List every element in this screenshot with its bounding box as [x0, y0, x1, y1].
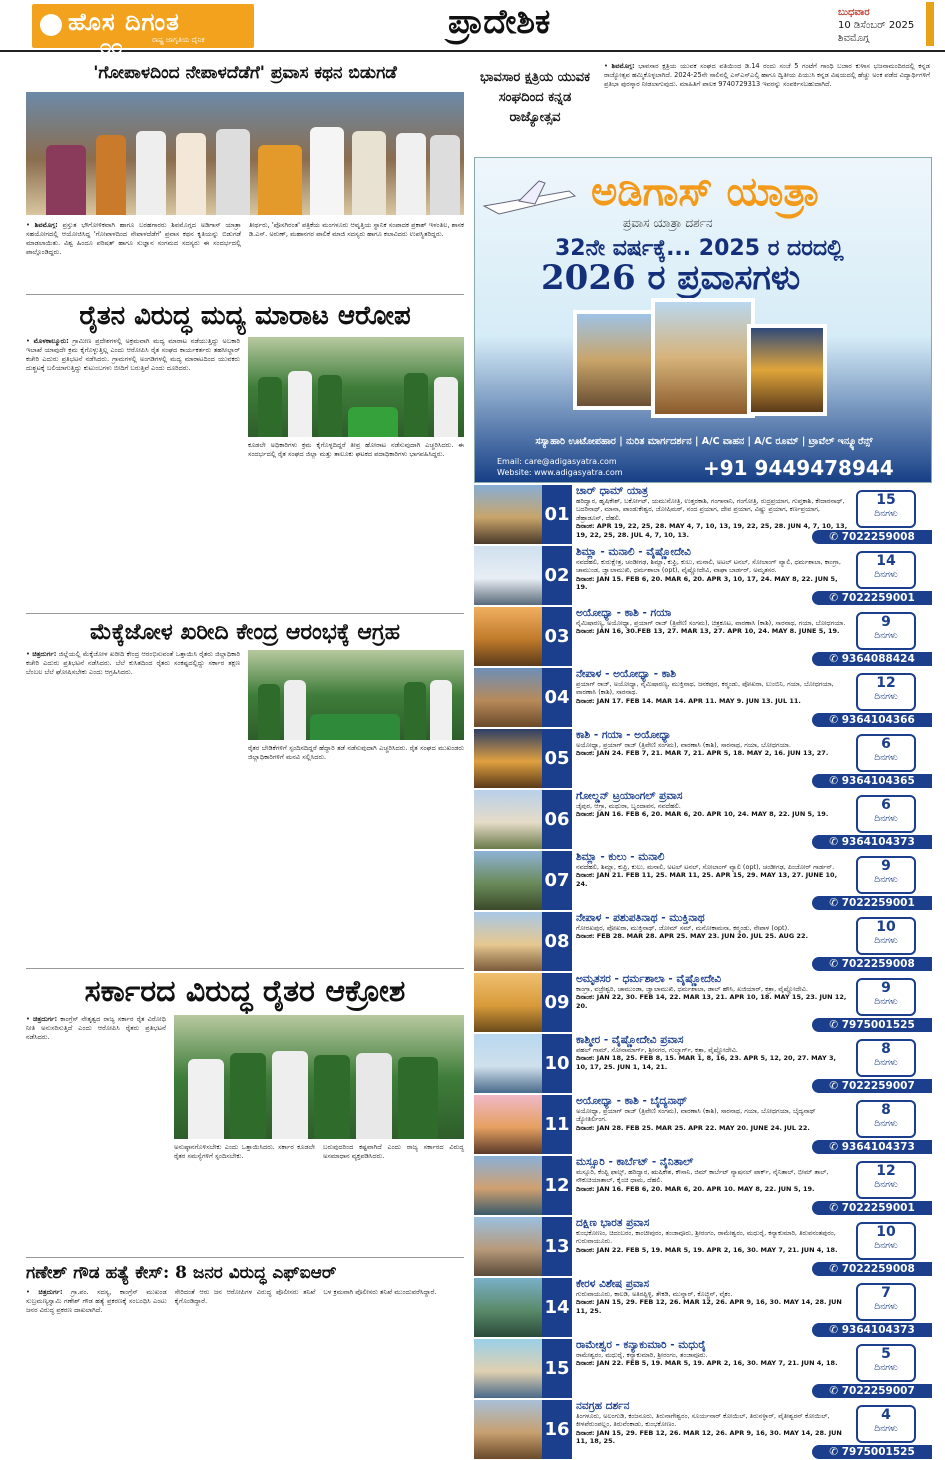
- article-text: • ಮೊಳಕಾಲ್ಮೂರು: ಗ್ರಾಮೀಣ ಪ್ರದೇಶಗಳಲ್ಲಿ ಅಕ್ರಮವಾಗಿ ಮದ್ಯ ಮಾರಾಟ ನಡೆಯುತ್ತಿದ್ದು ಅಬಕಾರಿ ಇಲಾಖೆ ಯಾವುದೇ ಕ್ರಮ ಕೈಗೊಳ್ಳುತ್ತಿಲ್ಲ ಎಂದು ಆರೋಪಿಸಿ ರೈತ ಸಂಘದ ಕಾರ್ಯಕರ್ತರು ತಹಸೀಲ್ದಾರ್ ಕಚೇರಿ ಎದುರು ಪ್ರತಿಭಟನೆ ನಡೆಸಿದರು. ಗ್ರಾಮಗಳಲ್ಲಿ ಅಂಗಡಿಗಳಲ್ಲಿ ಮದ್ಯ ಮಾರಾಟದಿಂದ ಯುವಕರು ದುಶ್ಚಟಕ್ಕೆ ಬಲಿಯಾಗುತ್ತಿದ್ದು ಕುಟುಂಬಗಳು ಬೀದಿಗೆ ಬರುತ್ತಿವೆ ಎಂದು ದೂರಿದರು.: [26, 337, 240, 373]
- tour-photo: [474, 668, 542, 727]
- article-liquor-sale: [26, 299, 464, 609]
- tour-row[interactable]: [474, 850, 932, 911]
- tour-days-unit: ದಿನಗಳು: [874, 1058, 898, 1068]
- tour-photo: [474, 1034, 542, 1093]
- tour-days-badge: [856, 734, 916, 772]
- tour-number: 01: [542, 485, 572, 544]
- tour-row[interactable]: [474, 545, 932, 606]
- tour-places: ಅಯೋಧ್ಯಾ, ಪ್ರಯಾಗ್ ರಾಜ್ (ತ್ರಿವೇಣಿ ಸಂಗಮ), ವಾರಣಾಸಿ (ಕಾಶಿ), ಸಾರನಾಥ, ಗಯಾ, ಬೋಧಗಯಾ, ಬೈದ್ಯನಾಥ್ ಜ್ಯೋತಿರ್ಲಿಂಗ.: [576, 1107, 816, 1124]
- page-number: ೧೧: [100, 34, 123, 58]
- tour-title: ಗೋಲ್ಡನ್ ಟ್ರಯಾಂಗಲ್ ಪ್ರವಾಸ: [576, 790, 683, 802]
- tour-dates: ದಿನಾಂಕ: JAN 16, 30.FEB 13, 27. MAR 13, 27. APR 10, 24. MAY 8. JUNE 5, 19.: [576, 627, 840, 636]
- tour-places: ಮಸ್ಸೂರಿ, ಕೆಂಪ್ಟಿ ಫಾಲ್ಸ್, ಹರಿದ್ವಾರ, ಋಷಿಕೇಶ, ಕೌಸಾನಿ, ಜಿಮ್ ಕಾರ್ಬೆಟ್ ನ್ಯಾಷನಲ್ ಪಾರ್ಕ್, ನೈನಿತಾಲ್, ಭೀಮ್ ತಾಲ್, ನೌಕುಚಿಯಾತಾಲ್, ಕೈಂಚಿ ಧಾಮ, ದೆಹಲಿ.: [576, 1168, 829, 1185]
- advertisement-adigas-yatra[interactable]: [474, 157, 932, 483]
- tour-photo: [474, 1156, 542, 1215]
- tour-photo: [474, 729, 542, 788]
- article-text: ತೀರ್ಥರು, 'ಪೊಸಗಿರಂತ' ಪತ್ರಿಕೆಯ ಮಂಗಳೂರು ಆವೃತ್ತಿಯ ಸ್ಥಾನಿಕ ಸಂಪಾದಕ ಪ್ರಕಾಶ್ ಇಳಂತಿಲ, ಶಾಸಕ ಡಿ.ಎಸ್. ಅರುಣ್, ಮಹಾನಗರ ಪಾಲಿಕೆ ಮಾಜಿ ಸದಸ್ಯರು ಹಾಗೂ ಕಲಾವಿದರು ಉಪಸ್ಥಿತರಿದ್ದರು.: [249, 221, 464, 239]
- tour-number: 03: [542, 607, 572, 666]
- tour-dates: ದಿನಾಂಕ: JAN 21. FEB 11, 25. MAR 11, 25. APR 15, 29. MAY 13, 27. JUNE 10, 24.: [576, 871, 838, 888]
- tour-dates: ದಿನಾಂಕ: JAN 15, 29. FEB 12, 26. MAR 12, 26. APR 9, 16, 30. MAY 14, 28. JUN 11, 25.: [576, 1298, 842, 1315]
- tour-title: ಅಮೃತಸರ - ಧರ್ಮಶಾಲಾ - ವೈಷ್ಣೋದೇವಿ: [576, 973, 722, 985]
- tour-photo: [474, 912, 542, 971]
- tour-days-unit: ದಿನಗಳು: [874, 936, 898, 946]
- ad-temple-photo: [651, 298, 755, 418]
- tour-days-count: 9: [881, 980, 891, 996]
- ad-headline: 2026 ರ ಪ್ರವಾಸಗಳು: [541, 258, 801, 298]
- tour-row[interactable]: [474, 789, 932, 850]
- tour-number: 04: [542, 668, 572, 727]
- tour-places: ನವದೆಹಲಿ, ಶಿಮ್ಲಾ, ಕುಫ್ರಿ, ಕುಲು, ಮನಾಲಿ, ಅಟಲ್ ಟನಲ್, ಸೋಲಾಂಗ್ ವ್ಯಾಲಿ (opt), ಚಂಡೀಗಢ, ಪಿಂಜೋರ್ ಗಾರ್ಡನ್.: [576, 863, 835, 871]
- tour-days-count: 10: [876, 919, 896, 935]
- tour-row[interactable]: [474, 1094, 932, 1155]
- masthead: [0, 0, 945, 58]
- phone-icon: ✆: [829, 775, 842, 787]
- tour-phone[interactable]: ✆ 7022259001: [812, 896, 932, 910]
- logo-emblem-icon: [40, 14, 62, 36]
- tour-days-count: 12: [876, 1163, 896, 1179]
- article-headline[interactable]: ರೈತನ ವಿರುದ್ಧ ಮದ್ಯ ಮಾರಾಟ ಆರೋಪ: [79, 301, 411, 331]
- tour-places: ಹರಿದ್ವಾರ, ಹೃಷಿಕೇಶ್, ಬರ್ಕೋಟ್, ಯಮುನೋತ್ರಿ, ಉತ್ತರಕಾಶಿ, ಗಂಗಾನಾನಿ, ಗಂಗೋತ್ರಿ, ರುದ್ರಪ್ರಯಾಗ, ಗುಪ್ತಕಾಶಿ, ಕೇದಾರನಾಥ್, ಬದರಿನಾಥ್, ಮಾನಾ, ಪಾಂಡುಕೇಶ್ವರ, ಜೋಷಿಮಠ್, ನಂದ ಪ್ರಯಾಗ, ದೇವ ಪ್ರಯಾಗ, ವಿಷ್ಣು ಪ್ರಯಾಗ, ಕರ್ಣಪ್ರಯಾಗ, ಡೆಹ್ರಾಡೂನ್, ದೆಹಲಿ.: [576, 497, 845, 522]
- tour-dates: ದಿನಾಂಕ: APR 19, 22, 25, 28. MAY 4, 7, 10, 13, 19, 22, 25, 28. JUN 4, 7, 10, 13, 19, 22, 25, 28. JUL 4, 7, 10, 13.: [576, 522, 848, 539]
- tour-places: ನೈಮಿಷಾರಣ್ಯ, ಅಯೋಧ್ಯಾ, ಪ್ರಯಾಗ್ ರಾಜ್ (ತ್ರಿವೇಣಿ ಸಂಗಮ), ಚಿತ್ರಕೂಟ, ವಾರಣಾಸಿ (ಕಾಶಿ), ಸಾರನಾಥ, ಗಯಾ, ಬೋಧಗಯಾ.: [576, 619, 846, 627]
- phone-icon: ✆: [829, 531, 842, 543]
- tour-days-count: 5: [881, 1346, 891, 1362]
- logo-text: ಹೊಸ ದಿಗಂತ: [68, 8, 180, 36]
- tour-number: 02: [542, 546, 572, 605]
- tour-phone[interactable]: ✆ 7022259007: [812, 1079, 932, 1093]
- ad-contact: [497, 456, 623, 478]
- article-headline[interactable]: ಸರ್ಕಾರದ ವಿರುದ್ಧ ರೈತರ ಆಕ್ರೋಶ: [84, 974, 406, 1009]
- tour-row[interactable]: [474, 606, 932, 667]
- article-headline[interactable]: ಮೆಕ್ಕೆಜೋಳ ಖರೀದಿ ಕೇಂದ್ರ ಆರಂಭಕ್ಕೆ ಆಗ್ರಹ: [90, 619, 400, 645]
- right-column: [474, 62, 932, 152]
- tour-row[interactable]: [474, 911, 932, 972]
- article-text: ಸೇರಿದಂತೆ ಆರು ಜನ ಆರೋಪಿಗಳ ವಿರುದ್ಧ ಪೊಲೀಸರು ತನಿಖೆ ಕೈಗೊಂಡಿದ್ದಾರೆ.: [174, 1288, 316, 1306]
- article-headline[interactable]: 'ಗೋಪಾಳದಿಂದ ನೇಪಾಳದೆಡೆಗೆ' ಪ್ರವಾಸ ಕಥನ ಬಿಡುಗಡೆ: [93, 63, 397, 83]
- tour-photo: [474, 1095, 542, 1154]
- airplane-icon: [479, 176, 579, 226]
- tour-places: ಕಾಂಗ್ರಾ, ವಜ್ರೇಶ್ವರಿ, ಚಾಮುಂಡಾ, ಜ್ವಾಲಾಮುಖಿ, ಧರ್ಮಶಾಲಾ, ಡಾಲ್ ಹೌಸಿ, ಖಜಿಯಾರ್, ಕತ್ರಾ, ವೈಷ್ಣೋದೇವಿ.: [576, 985, 808, 993]
- tour-title: ಶಿಮ್ಲಾ - ಮನಾಲಿ - ವೈಷ್ಣೋದೇವಿ: [576, 546, 691, 558]
- phone-icon: ✆: [829, 897, 842, 909]
- tour-number: 15: [542, 1339, 572, 1398]
- tour-phone[interactable]: ✆ 9364088424: [812, 652, 932, 666]
- phone-icon: ✆: [829, 1263, 842, 1275]
- tour-places: ತಿಂಗಳೂರು, ಅಲಂಗುಡಿ, ಕಂಜನೂರು, ತಿರುನಾಗೇಶ್ವರಂ, ಸೂರ್ಯನಾರ್ ಕೋಯಿಲ್, ತಿರುನಳ್ಳಾರ್, ವೈತೀಶ್ವರನ್ ಕೋಯಿಲ್, ಕೀಳಪೆರುಂಪಲ್ಲಂ, ತಿರುವೆಂಕಾಡು, ಕುಂಭಕೋಣಂ.: [576, 1412, 830, 1429]
- tour-days-badge: [856, 1100, 916, 1138]
- tour-row[interactable]: [474, 728, 932, 789]
- tour-days-badge: [856, 856, 916, 894]
- tour-dates: ದಿನಾಂಕ: JAN 22. FEB 5, 19. MAR 5, 19. APR 2, 16, 30. MAY 7, 21. JUN 4, 18.: [576, 1359, 838, 1368]
- tour-days-count: 9: [881, 614, 891, 630]
- tour-photo: [474, 1339, 542, 1398]
- tour-phone[interactable]: ✆ 7975001525: [812, 1445, 932, 1459]
- tour-places: ಗೋರಖಪುರ, ಪೋಖರಾ, ಮುಕ್ತಿನಾಥ್, ಜೋಮ್ ಸಮ್, ಮನೋಕಾಮನಾ, ಕಠ್ಮಂಡು, ನೇಪಾಳ (opt).: [576, 924, 790, 932]
- edition-text: ಶಿವಮೊಗ್ಗ: [838, 33, 870, 44]
- tour-row[interactable]: [474, 1277, 932, 1338]
- ad-email[interactable]: Email: care@adigasyatra.com: [497, 457, 617, 466]
- tour-title: ಅಯೋಧ್ಯಾ - ಕಾಶಿ - ಗಯಾ: [576, 607, 672, 619]
- ad-services: ಪ್ರವಾಸ ಯಾತ್ರಾ ದರ್ಶನ: [623, 216, 713, 230]
- tour-title: ನೇಪಾಳ - ಅಯೋಧ್ಯಾ - ಕಾಶಿ: [576, 668, 676, 680]
- phone-icon: ✆: [829, 836, 842, 848]
- tour-phone[interactable]: ✆ 7022259008: [812, 530, 932, 544]
- tour-photo: [474, 1278, 542, 1337]
- tour-days-unit: ದಿನಗಳು: [874, 570, 898, 580]
- article-headline[interactable]: ಗಣೇಶ್ ಗೌಡ ಹತ್ಯೆ ಕೇಸ್: 8 ಜನರ ವಿರುದ್ಧ ಎಫ್ಐಆರ್: [26, 1263, 337, 1283]
- tour-days-unit: ದಿನಗಳು: [874, 1180, 898, 1190]
- article-photo: [26, 92, 464, 215]
- tour-dates: ದಿನಾಂಕ: JAN 15. FEB 6, 20. MAR 6, 20. APR 3, 10, 17, 24. MAY 8, 22. JUN 5, 19.: [576, 574, 838, 592]
- tour-dates: ದಿನಾಂಕ: JAN 28. FEB 25. MAR 25. APR 22. MAY 20. JUNE 24. JUL 22.: [576, 1123, 810, 1132]
- article-murder-case: [26, 1262, 464, 1315]
- tour-number: 14: [542, 1278, 572, 1337]
- tour-phone[interactable]: ✆ 9364104373: [812, 835, 932, 849]
- article-text: ಬರುವುದರಿಂದ ಕಷ್ಟವಾಗಿದೆ ಎಂದು ರಾಜ್ಯ ಸರ್ಕಾರದ ವಿರುದ್ಧ ಅಸಮಾಧಾನ ವ್ಯಕ್ತಪಡಿಸಿದರು.: [323, 1143, 464, 1161]
- tour-row[interactable]: [474, 1399, 932, 1460]
- tour-days-count: 12: [876, 675, 896, 691]
- ad-temple-photo: [573, 310, 659, 410]
- phone-icon: ✆: [829, 1446, 842, 1458]
- tour-photo: [474, 607, 542, 666]
- tour-days-unit: ದಿನಗಳು: [874, 509, 898, 519]
- phone-icon: ✆: [829, 1324, 842, 1336]
- article-text: ಬಳ ಕ್ರಮವಾಗಿ ಪೊಲೀಸರು ತನಿಖೆ ಮುಂದುವರೆಸಿದ್ದಾರೆ.: [323, 1288, 437, 1296]
- tour-phone[interactable]: ✆ 9364104373: [812, 1140, 932, 1154]
- tour-title: ನೇಪಾಳ - ಪಶುಪತಿನಾಥ - ಮುಕ್ತಿನಾಥ: [576, 912, 705, 924]
- tour-list: [474, 484, 932, 1460]
- tour-photo: [474, 973, 542, 1032]
- tour-days-count: 14: [876, 553, 896, 569]
- tour-row[interactable]: [474, 1338, 932, 1399]
- tour-phone[interactable]: ✆ 9364104366: [812, 713, 932, 727]
- section-title: ಪ್ರಾದೇಶಿಕ: [448, 2, 551, 42]
- date-day: ಬುಧವಾರ: [838, 7, 870, 18]
- date-text: 10 ಡಿಸೆಂಬರ್ 2025: [838, 20, 915, 31]
- tour-days-badge: [856, 978, 916, 1016]
- tour-days-badge: [856, 490, 916, 528]
- article-photo: [248, 337, 464, 437]
- tour-days-unit: ದಿನಗಳು: [874, 1363, 898, 1373]
- tour-days-badge: [856, 1405, 916, 1443]
- tour-phone[interactable]: ✆ 9364104365: [812, 774, 932, 788]
- tour-days-unit: ದಿನಗಳು: [874, 1424, 898, 1434]
- tour-days-badge: [856, 551, 916, 589]
- tour-photo: [474, 546, 542, 605]
- tour-row[interactable]: [474, 484, 932, 545]
- tour-title: ಚಾರ್ ಧಾಮ್ ಯಾತ್ರ: [576, 485, 648, 497]
- tour-places: ಪಹಲ್ ಗಾಮ್, ಸೋನಾಮಾರ್ಗ್, ಶ್ರೀನಗರ, ಗುಲ್ಮಾರ್ಗ್, ಕತ್ರಾ, ವೈಷ್ಣೋದೇವಿ.: [576, 1046, 738, 1054]
- ad-website[interactable]: Website: www.adigasyatra.com: [497, 468, 623, 477]
- phone-icon: ✆: [829, 714, 842, 726]
- tour-dates: ದಿನಾಂಕ: JAN 24. FEB 7, 21. MAR 7, 21. APR 5, 18. MAY 2, 16. JUN 13, 27.: [576, 749, 829, 758]
- article-farmers-protest: [26, 973, 464, 1253]
- tour-days-count: 8: [881, 1102, 891, 1118]
- tour-days-unit: ದಿನಗಳು: [874, 692, 898, 702]
- article-rajyotsava: [474, 62, 932, 152]
- tour-days-unit: ದಿನಗಳು: [874, 814, 898, 824]
- tour-places: ನವದೆಹಲಿ, ಕುರುಕ್ಷೇತ್ರ, ಚಂಡೀಗಢ, ಶಿಮ್ಲಾ, ಕುಫ್ರಿ, ಕುಲು, ಮನಾಲಿ, ಅಟಲ್ ಟನಲ್, ಸೋಲಾಂಗ್ ವ್ಯಾಲಿ, ಧರ್ಮಶಾಲಾ, ಕಾಂಗ್ರಾ, ಚಾಮುಂಡ, ಜ್ವಾಲಾಮುಖಿ, ಧರ್ಮಶಾಲಾ (opt), ವೈಷ್ಣೋದೇವಿ, ವಾಘಾ ಬಾರ್ಡರ್, ಅಮೃತಸರ.: [576, 558, 841, 575]
- tour-places: ಪ್ರಯಾಗ್ ರಾಜ್, ಅಯೋಧ್ಯಾ, ನೈಮಿಷಾರಣ್ಯ, ಮುಕ್ತಿನಾಥ, ಜನಕಪುರ, ಕಠ್ಮಂಡು, ಪೋಖರಾ, ಲುಂಬಿನಿ, ಗಯಾ, ಬೋಧಗಯಾ, ವಾರಣಾಸಿ (ಕಾಶಿ), ಸಾರನಾಥ.: [576, 680, 834, 697]
- tour-places: ಜೈಪುರ, ಆಗ್ರಾ, ಮಥುರಾ, ಬೃಂದಾವನ, ನವದೆಹಲಿ.: [576, 802, 681, 810]
- article-headline[interactable]: ಭಾವಸಾರ ಕ್ಷತ್ರಿಯ ಯುವಕ ಸಂಘದಿಂದ ಕನ್ನಡ ರಾಜ್ಯೋತ್ಸವ: [480, 70, 590, 125]
- tour-days-unit: ದಿನಗಳು: [874, 1241, 898, 1251]
- article-text: • ಚಿತ್ರದುರ್ಗ: ಗ್ರಾ.ಪಂ. ಸದಸ್ಯ, ಕಾಂಗ್ರೆಸ್ ಮುಖಂಡ ಸುಬ್ರಮಣ್ಯಸ್ವಾಮಿ ಗಣೇಶ್ ಗೌಡ ಹತ್ಯೆ ಪ್ರಕರಣಕ್ಕೆ ಸಂಬಂಧಿಸಿ ಎಂಟು ಜನರ ವಿರುದ್ಧ ಪ್ರಕರಣ ದಾಖಲಾಗಿದೆ.: [26, 1288, 167, 1315]
- tour-title: ಕೇರಳ ವಿಶೇಷ ಪ್ರವಾಸ: [576, 1278, 650, 1290]
- tour-days-badge: [856, 673, 916, 711]
- ad-amenities: ಸಸ್ಯಾಹಾರಿ ಊಟೋಪಹಾರ | ನುರಿತ ಮಾರ್ಗದರ್ಶನ | A/C ವಾಹನ | A/C ರೂಮ್ | ಟ್ರಾವೆಲ್ ಇನ್ಶ್ಯೂರೆನ್ಸ್: [535, 436, 873, 447]
- tour-row[interactable]: [474, 667, 932, 728]
- tour-dates: ದಿನಾಂಕ: JAN 22. FEB 5, 19. MAR 5, 19. APR 2, 16, 30. MAY 7, 21. JUN 4, 18.: [576, 1245, 838, 1254]
- tour-places: ಅಯೋಧ್ಯಾ, ಪ್ರಯಾಗ್ ರಾಜ್ (ತ್ರಿವೇಣಿ ಸಂಗಮ), ವಾರಣಾಸಿ (ಕಾಶಿ), ಸಾರನಾಥ, ಗಯಾ, ಬೋಧಗಯಾ.: [576, 741, 791, 749]
- tour-photo: [474, 790, 542, 849]
- tour-days-unit: ದಿನಗಳು: [874, 631, 898, 641]
- tour-phone[interactable]: ✆ 9364104373: [812, 1323, 932, 1337]
- tour-dates: ದಿನಾಂಕ: JAN 15, 29. FEB 12, 26. MAR 12, 26. APR 9, 16, 30. MAY 14, 28. JUN 11, 18, 25.: [576, 1428, 842, 1446]
- tour-phone[interactable]: ✆ 7022259001: [812, 591, 932, 605]
- article-text: • ಚಿತ್ರದುರ್ಗ: ಜಿಲ್ಲೆಯಲ್ಲಿ ಮೆಕ್ಕೆಜೋಳ ಖರೀದಿ ಕೇಂದ್ರ ಆರಂಭಿಸುವಂತೆ ಒತ್ತಾಯಿಸಿ ರೈತರು ಜಿಲ್ಲಾಧಿಕಾರಿ ಕಚೇರಿ ಎದುರು ಪ್ರತಿಭಟನೆ ನಡೆಸಿದರು. ಬೆಲೆ ಕುಸಿತದಿಂದ ರೈತರು ಸಂಕಷ್ಟದಲ್ಲಿದ್ದು ಸರ್ಕಾರ ತಕ್ಷಣ ಬೆಂಬಲ ಬೆಲೆ ಘೋಷಿಸಬೇಕು ಎಂದು ಆಗ್ರಹಿಸಿದರು.: [26, 650, 240, 677]
- tour-days-count: 6: [881, 736, 891, 752]
- tour-dates: ದಿನಾಂಕ: FEB 28. MAR 28. APR 25. MAY 23. JUN 20. JUL 25. AUG 22.: [576, 932, 808, 941]
- article-book-release: [26, 62, 464, 290]
- ad-phone[interactable]: +91 9449478944: [703, 456, 894, 480]
- tour-days-badge: [856, 1161, 916, 1199]
- tour-number: 16: [542, 1400, 572, 1459]
- tour-phone[interactable]: ✆ 7975001525: [812, 1018, 932, 1032]
- article-text: • ಚಿತ್ರದುರ್ಗ: ಕಾಂಗ್ರೆಸ್ ನೇತೃತ್ವದ ರಾಜ್ಯ ಸರ್ಕಾರ ರೈತ ವಿರೋಧಿ ನೀತಿ ಅನುಸರಿಸುತ್ತಿದೆ ಎಂದು ಆರೋಪಿಸಿ ರೈತರು ಪ್ರತಿಭಟನೆ ನಡೆಸಿದರು.: [26, 1015, 166, 1042]
- tour-title: ಮಸ್ಸೂರಿ - ಕಾರ್ಬೆಟ್ - ನೈನಿತಾಲ್: [576, 1156, 694, 1168]
- tour-phone[interactable]: ✆ 7022259007: [812, 1384, 932, 1398]
- tour-number: 09: [542, 973, 572, 1032]
- logo[interactable]: [32, 4, 254, 58]
- article-photo: [248, 650, 464, 740]
- tour-photo: [474, 485, 542, 544]
- tour-phone[interactable]: ✆ 7022259008: [812, 1262, 932, 1276]
- tour-days-count: 8: [881, 1041, 891, 1057]
- tour-days-count: 4: [881, 1407, 891, 1423]
- tour-days-badge: [856, 612, 916, 650]
- tour-dates: ದಿನಾಂಕ: JAN 22, 30. FEB 14, 22. MAR 13, 21. APR 10, 18. MAY 15, 23. JUN 12, 20.: [576, 993, 847, 1010]
- tour-photo: [474, 851, 542, 910]
- tour-places: ಕುಂಭಕೋಣಂ, ಚಿದಂಬರಂ, ಕಾಂಚೀಪುರಂ, ತಂಜಾವೂರು, ಶ್ರೀರಂಗಂ, ರಾಮೇಶ್ವರಂ, ಮಧುರೈ, ಕನ್ಯಾಕುಮಾರಿ, ತಿರುವನಂತಪುರಂ, ಗುರುವಾಯೂರು.: [576, 1229, 836, 1246]
- article-maize-centre: [26, 618, 464, 964]
- tour-number: 11: [542, 1095, 572, 1154]
- tour-places: ಗುರುವಾಯೂರು, ಕಾಲಡಿ, ಅತಿರಪ್ಪಿಳ್ಳಿ, ತೇಕಡಿ, ಮುನ್ನಾರ್, ಕೊಚ್ಚಿನ್, ವೈಕಂ.: [576, 1290, 733, 1298]
- tour-dates: ದಿನಾಂಕ: JAN 17. FEB 14. MAR 14. APR 11. MAY 9. JUN 13. JUL 11.: [576, 696, 801, 705]
- article-text: • ಶಿವಮೊಗ್ಗ: ಪ್ರಸ್ತುತ ಭೌಗೋಳಿಕವಾಗಿ ಹಾಗೂ ಬರಹಗಾರರು ಶಿವಮೊಗ್ಗದ ಅಡಿಗಾಸ್ ಯಾತ್ರಾ ಸಹಯೋಗದಲ್ಲಿ ಆಯೋಜಿಸಿದ್ದ 'ಗೋಪಾಳದಿಂದ ನೇಪಾಳದೆಡೆಗೆ' ಪ್ರವಾಸ ಕಥನ ಕೃತಿಯನ್ನು ಬಿಡುಗಡೆ ಮಾಡಲಾಯಿತು. ವಿಶ್ವ ಹಿಂದೂ ಪರಿಷತ್ ಹಾಗೂ ಸುಜ್ಞಾನ ಸಂಗಮದ ಸದಸ್ಯರು ಈ ಸಂದರ್ಭದಲ್ಲಿ ಪಾಲ್ಗೊಂಡಿದ್ದರು.: [26, 221, 241, 257]
- article-text: ಅನುಷ್ಠಾನಗೊಳಿಸಬೇಕು ಎಂದು ಒತ್ತಾಯಿಸಿದರು. ಸರ್ಕಾರ ಕೂಡಲೇ ರೈತರ ಸಮಸ್ಯೆಗಳಿಗೆ ಸ್ಪಂದಿಸಬೇಕು.: [174, 1143, 315, 1161]
- tour-number: 10: [542, 1034, 572, 1093]
- tour-days-badge: [856, 917, 916, 955]
- logo-tagline: ರಾಷ್ಟ್ರ ಜಾಗೃತಿಯ ದೈನಿಕ: [152, 36, 205, 44]
- tour-phone[interactable]: ✆ 7022259001: [812, 1201, 932, 1215]
- tour-photo: [474, 1217, 542, 1276]
- tour-number: 08: [542, 912, 572, 971]
- tour-row[interactable]: [474, 1155, 932, 1216]
- phone-icon: ✆: [829, 592, 842, 604]
- tour-number: 07: [542, 851, 572, 910]
- tour-days-badge: [856, 1344, 916, 1382]
- tour-number: 06: [542, 790, 572, 849]
- tour-row[interactable]: [474, 1216, 932, 1277]
- phone-icon: ✆: [829, 1141, 842, 1153]
- phone-icon: ✆: [829, 653, 842, 665]
- article-text: • ಶಿವಮೊಗ್ಗ: ಭಾವಸಾರ ಕ್ಷತ್ರಿಯ ಯುವಕ ಸಂಘದ ವತಿಯಿಂದ ಡಿ.14 ರಂದು ಸಂಜೆ 5 ಗಂಟೆಗೆ ಗಾಂಧಿ ಬಜಾರ ಕುಳಾಸ ಭಜನಾಮಂದಿರದಲ್ಲಿ ಕನ್ನಡ ರಾಜ್ಯೋತ್ಸವ ಹಮ್ಮಿಕೊಳ್ಳಲಾಗಿದೆ. 2024-25ನೇ ಸಾಲಿನಲ್ಲಿ ಎಸ್ಎಸ್ಎಲ್ಸಿ ಹಾಗೂ ದ್ವಿತೀಯ ಪಿಯುಸಿ ಕನ್ನಡ ವಿಷಯದಲ್ಲಿ ಹೆಚ್ಚು ಅಂಕ ಪಡೆದ ವಿದ್ಯಾರ್ಥಿಗಳಿಗೆ ಪ್ರತಿಭಾ ಪುರಸ್ಕಾರ ನೀಡಲಾಗುವುದು. ಮಾಹಿತಿಗೆ ಪಾಲಕ 9740729313 ಇವರನ್ನು ಸಂಪರ್ಕಿಸಬಹುದಾಗಿದೆ.: [604, 62, 930, 89]
- ad-temple-photo: [747, 324, 827, 416]
- phone-icon: ✆: [829, 1019, 842, 1031]
- phone-icon: ✆: [829, 1202, 842, 1214]
- tour-dates: ದಿನಾಂಕ: JAN 16. FEB 6, 20. MAR 6, 20. APR 10, 24. MAY 8, 22. JUN 5, 19.: [576, 810, 829, 819]
- tour-title: ರಾಮೇಶ್ವರ - ಕನ್ಯಾಕುಮಾರಿ - ಮಧುರೈ: [576, 1339, 707, 1351]
- article-text: ರೈತರ ಬೇಡಿಕೆಗಳಿಗೆ ಸ್ಪಂದಿಸದಿದ್ದರೆ ಹೆದ್ದಾರಿ ತಡೆ ನಡೆಸುವುದಾಗಿ ಎಚ್ಚರಿಸಿದರು. ರೈತ ಸಂಘದ ಮುಖಂಡರು ಜಿಲ್ಲಾಧಿಕಾರಿಗಳಿಗೆ ಮನವಿ ಸಲ್ಲಿಸಿದರು.: [248, 744, 464, 762]
- tour-row[interactable]: [474, 1033, 932, 1094]
- tour-dates: ದಿನಾಂಕ: JAN 18, 25. FEB 8, 15. MAR 1, 8, 16, 23. APR 5, 12, 20, 27. MAY 3, 10, 17, 25. JUN 1, 14, 21.: [576, 1054, 836, 1071]
- tour-days-badge: [856, 1283, 916, 1321]
- tour-days-count: 10: [876, 1224, 896, 1240]
- tour-title: ನವಗ್ರಹ ದರ್ಶನ: [576, 1400, 630, 1412]
- tour-places: ರಾಮೇಶ್ವರಂ, ಮಧುರೈ, ಕನ್ಯಾಕುಮಾರಿ, ಶ್ರೀರಂಗಂ, ತಂಜಾವೂರು.: [576, 1351, 708, 1359]
- masthead-accent-bar: [926, 2, 934, 46]
- tour-photo: [474, 1400, 542, 1459]
- phone-icon: ✆: [829, 1080, 842, 1092]
- tour-title: ಅಯೋಧ್ಯಾ - ಕಾಶಿ - ಬೈದ್ಯನಾಥ್: [576, 1095, 688, 1107]
- tour-days-unit: ದಿನಗಳು: [874, 753, 898, 763]
- tour-days-unit: ದಿನಗಳು: [874, 997, 898, 1007]
- tour-title: ಕಾಶ್ಮೀರ - ವೈಷ್ಣೋದೇವಿ ಪ್ರವಾಸ: [576, 1034, 684, 1046]
- phone-icon: ✆: [829, 1385, 842, 1397]
- phone-icon: ✆: [829, 958, 842, 970]
- tour-number: 05: [542, 729, 572, 788]
- tour-days-badge: [856, 795, 916, 833]
- tour-days-count: 9: [881, 858, 891, 874]
- ad-brand: ಅಡಿಗಾಸ್ ಯಾತ್ರಾ: [591, 168, 821, 215]
- tour-row[interactable]: [474, 972, 932, 1033]
- tour-title: ಶಿಮ್ಲಾ - ಕುಲು - ಮನಾಲಿ: [576, 851, 665, 863]
- tour-dates: ದಿನಾಂಕ: JAN 16. FEB 6, 20. MAR 6, 20. APR 10. MAY 8, 22. JUN 5, 19.: [576, 1184, 815, 1193]
- tour-days-badge: [856, 1039, 916, 1077]
- tour-phone[interactable]: ✆ 7022259008: [812, 957, 932, 971]
- tour-days-count: 15: [876, 492, 896, 508]
- date-block: [838, 6, 914, 45]
- tour-days-unit: ದಿನಗಳು: [874, 875, 898, 885]
- left-column: [26, 62, 464, 1315]
- tour-days-unit: ದಿನಗಳು: [874, 1302, 898, 1312]
- tour-days-badge: [856, 1222, 916, 1260]
- article-photo: [174, 1015, 464, 1139]
- tour-title: ಕಾಶಿ - ಗಯಾ - ಅಯೋಧ್ಯಾ: [576, 729, 672, 741]
- tour-number: 13: [542, 1217, 572, 1276]
- tour-title: ದಕ್ಷಿಣ ಭಾರತ ಪ್ರವಾಸ: [576, 1217, 650, 1229]
- tour-days-count: 7: [881, 1285, 891, 1301]
- tour-days-count: 6: [881, 797, 891, 813]
- ad-tagline: 32ನೇ ವರ್ಷಕ್ಕೆ... 2025 ರ ದರದಲ್ಲಿ: [555, 236, 844, 261]
- article-text: ಕೂಡಲೇ ಅಧಿಕಾರಿಗಳು ಕ್ರಮ ಕೈಗೊಳ್ಳದಿದ್ದರೆ ತೀವ್ರ ಹೋರಾಟ ನಡೆಸುವುದಾಗಿ ಎಚ್ಚರಿಸಿದರು. ಈ ಸಂದರ್ಭದಲ್ಲಿ ರೈತ ಸಂಘದ ಜಿಲ್ಲಾ ಮತ್ತು ತಾಲೂಕು ಘಟಕದ ಪದಾಧಿಕಾರಿಗಳು ಭಾಗವಹಿಸಿದ್ದರು.: [248, 441, 464, 459]
- tour-days-unit: ದಿನಗಳು: [874, 1119, 898, 1129]
- tour-number: 12: [542, 1156, 572, 1215]
